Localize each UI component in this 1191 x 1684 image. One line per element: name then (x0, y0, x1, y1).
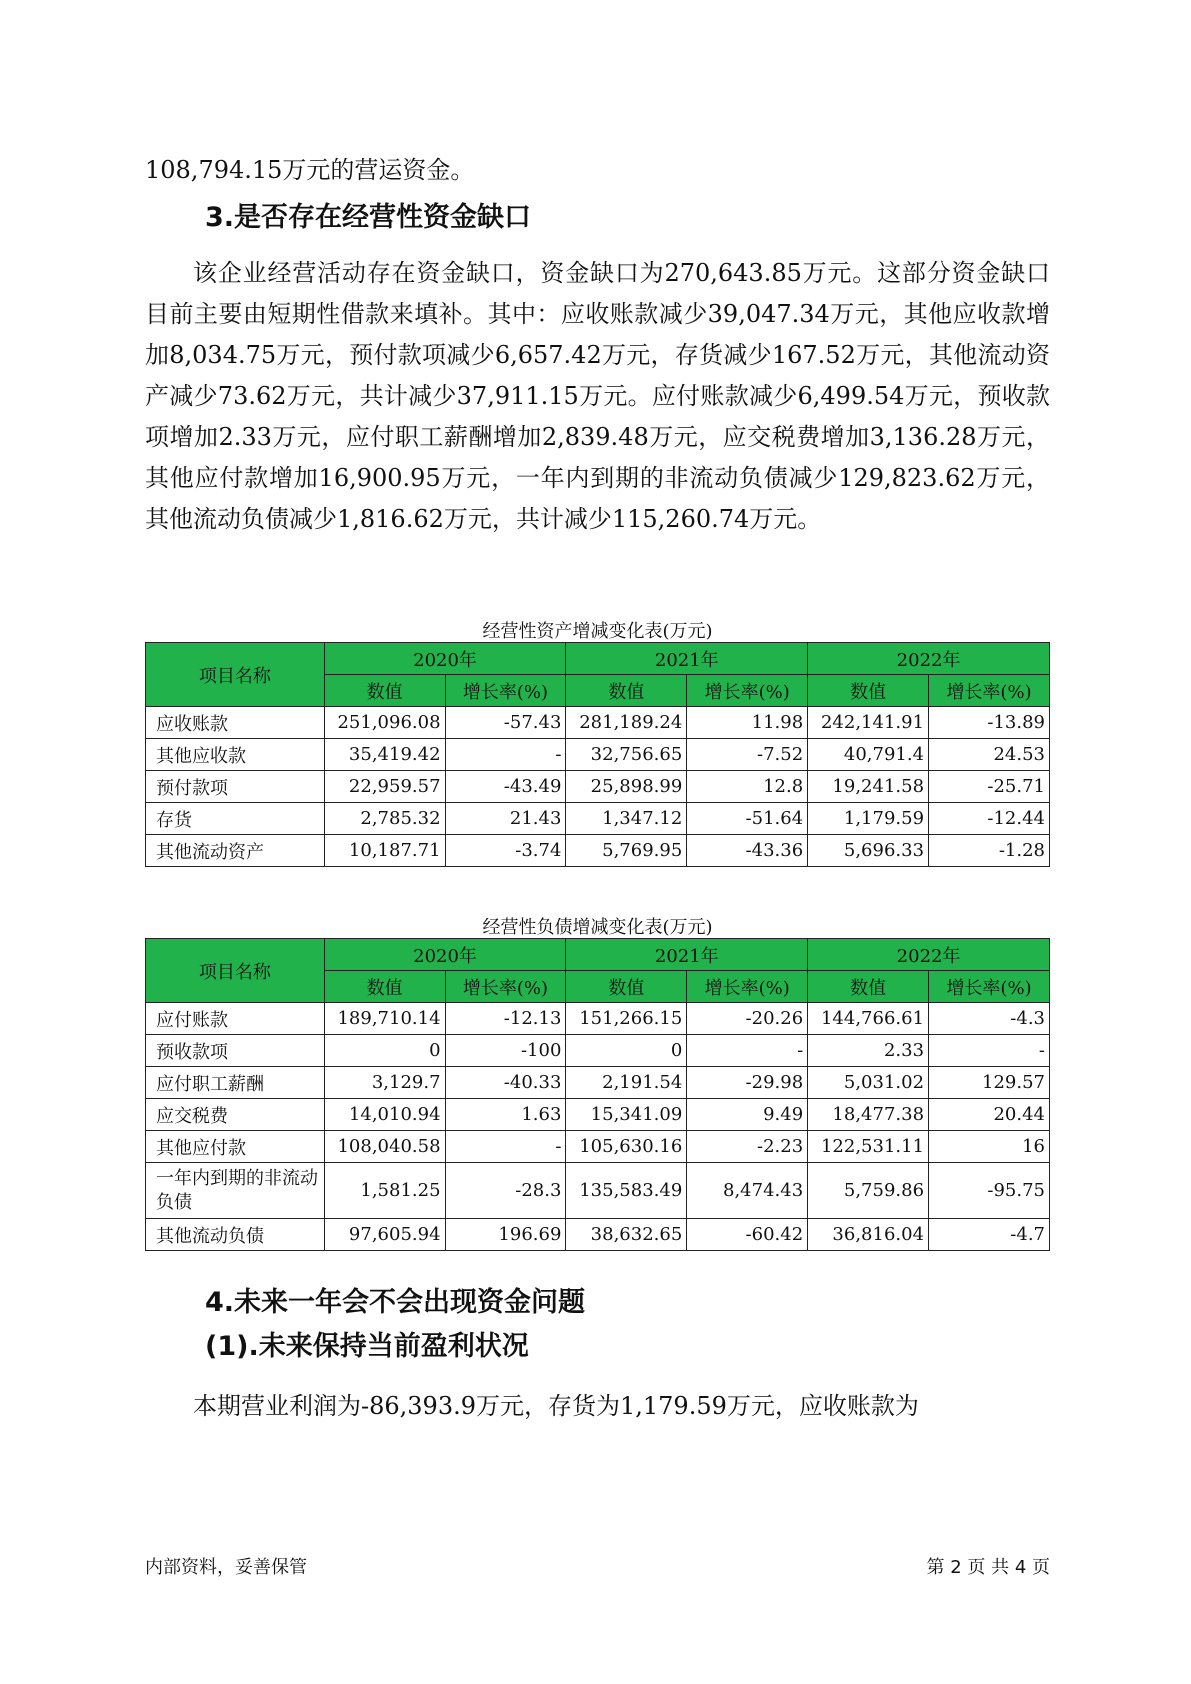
cell-value: 251,096.08 (324, 707, 445, 739)
cell-value: 122,531.11 (808, 1131, 929, 1163)
footer-confidential: 内部资料，妥善保管 (145, 1557, 307, 1578)
cell-growth-rate: -40.33 (445, 1067, 566, 1099)
cell-value: 40,791.4 (808, 739, 929, 771)
cell-value: 18,477.38 (808, 1099, 929, 1131)
cell-value: 5,031.02 (808, 1067, 929, 1099)
table-row (146, 835, 1050, 867)
header-growth: 增长率(%) (929, 971, 1050, 1003)
cell-growth-rate: -3.74 (445, 835, 566, 867)
table-row (146, 739, 1050, 771)
header-year-2021: 2021年 (566, 939, 808, 971)
header-item-name: 项目名称 (146, 939, 325, 1003)
cell-value: 135,583.49 (566, 1163, 687, 1219)
cell-value: 10,187.71 (324, 835, 445, 867)
cell-value: 1,347.12 (566, 803, 687, 835)
cell-value: 5,696.33 (808, 835, 929, 867)
table1-caption: 经营性资产增减变化表(万元) (482, 621, 713, 642)
row-label: 其他应收款 (146, 739, 325, 771)
cell-value: 22,959.57 (324, 771, 445, 803)
paragraph-funding-gap: 该企业经营活动存在资金缺口，资金缺口为270,643.85万元。这部分资金缺口目前主要由短期性借款来填补。其中：应收账款减少39,047.34万元，其他应收款增加8,034.75万元，预付款项减少6,657.42万元，存货减少167.52万元，其他流动资产减少73.62万元，共计减少37,911.15万元。应付账款减少6,499.54万元，预收款项增加2.33万元，应付职工薪酬增加2,839.48万元，应交税费增加3,136.28万元，其他应付款增加16,900.95万元，一年内到期的非流动负债减少129,823.62万元，其他流动负债减少1,816.62万元，共计减少115,260.74万元。 (145, 259, 1050, 533)
cell-growth-rate: -60.42 (687, 1219, 808, 1251)
cell-growth-rate: 1.63 (445, 1099, 566, 1131)
table-row (146, 1163, 1050, 1219)
cell-growth-rate: -25.71 (929, 771, 1050, 803)
header-year-2020: 2020年 (324, 643, 566, 675)
cell-value: 1,581.25 (324, 1163, 445, 1219)
row-label: 一年内到期的非流动负债 (146, 1163, 325, 1219)
paragraph-operating-profit: 本期营业利润为-86,393.9万元，存货为1,179.59万元，应收账款为 (193, 1392, 919, 1420)
header-year-2022: 2022年 (808, 643, 1050, 675)
row-label: 存货 (146, 803, 325, 835)
table2-body (146, 1003, 1050, 1251)
row-label: 应付账款 (146, 1003, 325, 1035)
cell-growth-rate: -12.44 (929, 803, 1050, 835)
table-row (146, 1067, 1050, 1099)
cell-growth-rate: - (929, 1035, 1050, 1067)
cell-value: 5,769.95 (566, 835, 687, 867)
header-growth: 增长率(%) (445, 675, 566, 707)
table-row (146, 771, 1050, 803)
header-year-2022: 2022年 (808, 939, 1050, 971)
row-label: 预收款项 (146, 1035, 325, 1067)
section-heading-4: 4.未来一年会不会出现资金问题 (205, 1287, 586, 1318)
cell-growth-rate: -12.13 (445, 1003, 566, 1035)
cell-value: 36,816.04 (808, 1219, 929, 1251)
header-year-2020: 2020年 (324, 939, 566, 971)
row-label: 应收账款 (146, 707, 325, 739)
cell-growth-rate: 11.98 (687, 707, 808, 739)
header-item-name: 项目名称 (146, 643, 325, 707)
cell-value: 25,898.99 (566, 771, 687, 803)
cell-value: 19,241.58 (808, 771, 929, 803)
cell-growth-rate: - (687, 1035, 808, 1067)
cell-growth-rate: 129.57 (929, 1067, 1050, 1099)
table-row (146, 1003, 1050, 1035)
cell-value: 97,605.94 (324, 1219, 445, 1251)
header-value: 数值 (808, 675, 929, 707)
header-value: 数值 (566, 971, 687, 1003)
header-value: 数值 (324, 675, 445, 707)
cell-value: 105,630.16 (566, 1131, 687, 1163)
cell-value: 0 (566, 1035, 687, 1067)
cell-growth-rate: -43.49 (445, 771, 566, 803)
cell-growth-rate: - (445, 1131, 566, 1163)
cell-growth-rate: -2.23 (687, 1131, 808, 1163)
cell-growth-rate: -1.28 (929, 835, 1050, 867)
cell-growth-rate: 16 (929, 1131, 1050, 1163)
cell-growth-rate: -20.26 (687, 1003, 808, 1035)
header-growth: 增长率(%) (445, 971, 566, 1003)
table1-body (146, 707, 1050, 867)
cell-value: 2,191.54 (566, 1067, 687, 1099)
row-label: 其他应付款 (146, 1131, 325, 1163)
cell-value: 151,266.15 (566, 1003, 687, 1035)
cell-value: 242,141.91 (808, 707, 929, 739)
cell-growth-rate: -4.7 (929, 1219, 1050, 1251)
cell-growth-rate: -29.98 (687, 1067, 808, 1099)
table-row (146, 803, 1050, 835)
cell-value: 32,756.65 (566, 739, 687, 771)
cell-value: 189,710.14 (324, 1003, 445, 1035)
table-row (146, 707, 1050, 739)
cell-value: 14,010.94 (324, 1099, 445, 1131)
cell-growth-rate: - (445, 739, 566, 771)
table2-caption: 经营性负债增减变化表(万元) (482, 917, 713, 938)
cell-value: 281,189.24 (566, 707, 687, 739)
cell-growth-rate: 8,474.43 (687, 1163, 808, 1219)
cell-growth-rate: 21.43 (445, 803, 566, 835)
cell-growth-rate: -57.43 (445, 707, 566, 739)
cell-value: 3,129.7 (324, 1067, 445, 1099)
table-row (146, 1219, 1050, 1251)
header-value: 数值 (324, 971, 445, 1003)
cell-growth-rate: 20.44 (929, 1099, 1050, 1131)
table-row (146, 1099, 1050, 1131)
row-label: 应交税费 (146, 1099, 325, 1131)
header-growth: 增长率(%) (929, 675, 1050, 707)
cell-growth-rate: 24.53 (929, 739, 1050, 771)
cell-value: 15,341.09 (566, 1099, 687, 1131)
cell-value: 2,785.32 (324, 803, 445, 835)
cell-growth-rate: -4.3 (929, 1003, 1050, 1035)
row-label: 其他流动负债 (146, 1219, 325, 1251)
cell-value: 5,759.86 (808, 1163, 929, 1219)
operating-assets-table (145, 642, 1050, 867)
cell-growth-rate: -7.52 (687, 739, 808, 771)
operating-liabilities-table (145, 938, 1050, 1251)
cell-growth-rate: -51.64 (687, 803, 808, 835)
cell-value: 1,179.59 (808, 803, 929, 835)
cell-value: 108,040.58 (324, 1131, 445, 1163)
paragraph-continuation: 108,794.15万元的营运资金。 (145, 156, 475, 184)
row-label: 其他流动资产 (146, 835, 325, 867)
cell-growth-rate: -43.36 (687, 835, 808, 867)
cell-value: 2.33 (808, 1035, 929, 1067)
header-year-2021: 2021年 (566, 643, 808, 675)
header-growth: 增长率(%) (687, 675, 808, 707)
header-growth: 增长率(%) (687, 971, 808, 1003)
cell-growth-rate: 196.69 (445, 1219, 566, 1251)
footer-page-number: 第 2 页 共 4 页 (926, 1557, 1050, 1578)
cell-growth-rate: -95.75 (929, 1163, 1050, 1219)
section-heading-3: 3.是否存在经营性资金缺口 (205, 202, 532, 233)
cell-growth-rate: 9.49 (687, 1099, 808, 1131)
header-value: 数值 (808, 971, 929, 1003)
cell-growth-rate: -13.89 (929, 707, 1050, 739)
cell-value: 0 (324, 1035, 445, 1067)
cell-value: 38,632.65 (566, 1219, 687, 1251)
subsection-heading-4-1: (1).未来保持当前盈利状况 (205, 1331, 529, 1362)
row-label: 预付款项 (146, 771, 325, 803)
table-row (146, 1035, 1050, 1067)
header-value: 数值 (566, 675, 687, 707)
cell-value: 144,766.61 (808, 1003, 929, 1035)
row-label: 应付职工薪酬 (146, 1067, 325, 1099)
cell-growth-rate: 12.8 (687, 771, 808, 803)
cell-value: 35,419.42 (324, 739, 445, 771)
table-row (146, 1131, 1050, 1163)
cell-growth-rate: -28.3 (445, 1163, 566, 1219)
cell-growth-rate: -100 (445, 1035, 566, 1067)
